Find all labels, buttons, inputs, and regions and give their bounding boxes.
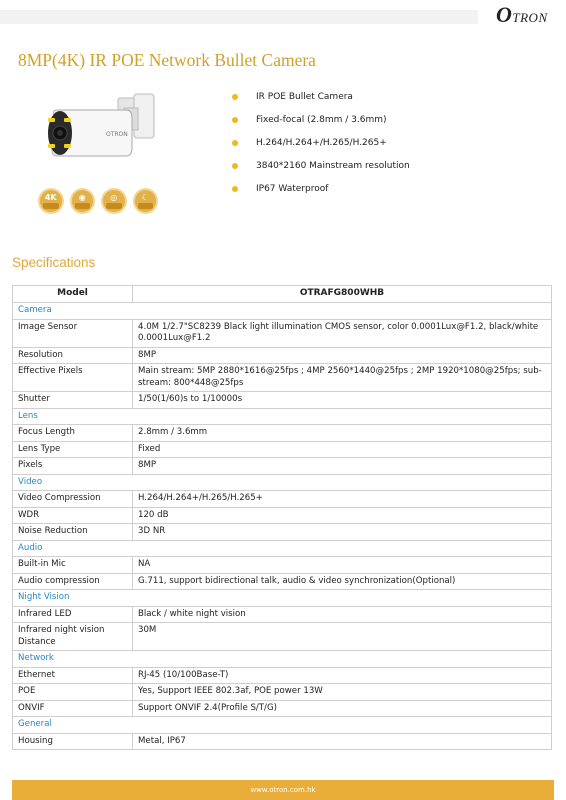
footer-bar xyxy=(12,780,554,800)
feature-badges xyxy=(38,188,158,216)
section-row xyxy=(13,303,552,320)
night-icon: ☾ xyxy=(133,188,159,214)
table-row xyxy=(13,347,552,364)
table-row xyxy=(13,573,552,590)
bullet-icon xyxy=(232,117,238,123)
table-row xyxy=(13,524,552,541)
spec-label: Resolution xyxy=(13,347,133,364)
model-label: Model xyxy=(13,286,133,303)
brand-rest: TRON xyxy=(512,10,548,25)
table-header-row xyxy=(13,286,552,303)
bullet-icon xyxy=(232,186,238,192)
table-row xyxy=(13,557,552,574)
spec-label: Pixels xyxy=(13,458,133,475)
4k-icon xyxy=(38,188,64,214)
section-title: Network xyxy=(13,651,552,668)
spec-value: 4.0M 1/2.7"SC8239 Black light illumination CMOS sensor, color 0.0001Lux@F1.2, black/white 0.0001Lux@F1.2 xyxy=(133,319,552,347)
table-row xyxy=(13,491,552,508)
section-row xyxy=(13,540,552,557)
feature-list xyxy=(232,90,410,205)
section-title: Audio xyxy=(13,540,552,557)
bullet-icon xyxy=(232,163,238,169)
spec-value: 8MP xyxy=(133,458,552,475)
table-row xyxy=(13,606,552,623)
model-value: OTRAFG800WHB xyxy=(133,286,552,303)
feature-item: H.264/H.264+/H.265/H.265+ xyxy=(232,136,410,159)
spec-label: Noise Reduction xyxy=(13,524,133,541)
feature-item: 3840*2160 Mainstream resolution xyxy=(232,159,410,182)
section-row xyxy=(13,408,552,425)
spec-value: Support ONVIF 2.4(Profile S/T/G) xyxy=(133,700,552,717)
spec-label: Built-in Mic xyxy=(13,557,133,574)
spec-value: 30M xyxy=(133,623,552,651)
table-row xyxy=(13,684,552,701)
feature-item: IR POE Bullet Camera xyxy=(232,90,410,113)
spec-label: Shutter xyxy=(13,392,133,409)
spec-value: 120 dB xyxy=(133,507,552,524)
table-row xyxy=(13,700,552,717)
spec-label: Infrared LED xyxy=(13,606,133,623)
bullet-icon xyxy=(232,140,238,146)
spec-label: Infrared night vision Distance xyxy=(13,623,133,651)
section-row xyxy=(13,474,552,491)
badge-4k-text: 4K xyxy=(44,193,57,202)
spec-label: Image Sensor xyxy=(13,319,133,347)
feature-item: Fixed-focal (2.8mm / 3.6mm) xyxy=(232,113,410,136)
spec-label: Lens Type xyxy=(13,441,133,458)
specifications-heading: Specifications xyxy=(12,255,96,270)
table-row xyxy=(13,441,552,458)
table-row xyxy=(13,364,552,392)
feature-item: IP67 Waterproof xyxy=(232,182,410,205)
section-row xyxy=(13,590,552,607)
spec-label: Ethernet xyxy=(13,667,133,684)
spec-value: Main stream: 5MP 2880*1616@25fps ; 4MP 2560*1440@25fps ; 2MP 1920*1080@25fps; sub-stream: 800*448@25fps xyxy=(133,364,552,392)
spec-label: Video Compression xyxy=(13,491,133,508)
section-title: Night Vision xyxy=(13,590,552,607)
section-title: Camera xyxy=(13,303,552,320)
brand-initial: O xyxy=(496,2,513,27)
table-row xyxy=(13,458,552,475)
spec-value: H.264/H.264+/H.265/H.265+ xyxy=(133,491,552,508)
table-row xyxy=(13,667,552,684)
section-title: Video xyxy=(13,474,552,491)
spec-value: G.711, support bidirectional talk, audio & video synchronization(Optional) xyxy=(133,573,552,590)
spec-label: POE xyxy=(13,684,133,701)
spec-label: WDR xyxy=(13,507,133,524)
spec-value: NA xyxy=(133,557,552,574)
specifications-body xyxy=(13,303,552,750)
section-row xyxy=(13,717,552,734)
table-row xyxy=(13,507,552,524)
spec-value: Metal, IP67 xyxy=(133,733,552,750)
table-row xyxy=(13,733,552,750)
table-row xyxy=(13,425,552,442)
spec-value: Black / white night vision xyxy=(133,606,552,623)
table-row xyxy=(13,319,552,347)
spec-label: ONVIF xyxy=(13,700,133,717)
spec-label: Housing xyxy=(13,733,133,750)
spec-value: 3D NR xyxy=(133,524,552,541)
fingerprint-icon: ◎ xyxy=(101,188,127,214)
section-row xyxy=(13,651,552,668)
bullet-icon xyxy=(232,94,238,100)
camera-image xyxy=(40,92,160,172)
spec-value: Yes, Support IEEE 802.3af, POE power 13W xyxy=(133,684,552,701)
footer-url: www.otron.com.hk xyxy=(250,786,316,794)
table-row xyxy=(13,392,552,409)
spec-value: 2.8mm / 3.6mm xyxy=(133,425,552,442)
spec-value: 8MP xyxy=(133,347,552,364)
spec-value: RJ-45 (10/100Base-T) xyxy=(133,667,552,684)
specifications-table xyxy=(12,285,552,750)
svg-text:OTRON: OTRON xyxy=(106,131,128,138)
spec-value: 1/50(1/60)s to 1/10000s xyxy=(133,392,552,409)
header-stripe xyxy=(0,10,478,24)
camera-icon: ◉ xyxy=(70,188,96,214)
spec-label: Effective Pixels xyxy=(13,364,133,392)
top-bar xyxy=(0,0,566,32)
product-title: 8MP(4K) IR POE Network Bullet Camera xyxy=(18,50,316,70)
brand-logo xyxy=(496,2,548,27)
spec-label: Focus Length xyxy=(13,425,133,442)
section-title: General xyxy=(13,717,552,734)
spec-label: Audio compression xyxy=(13,573,133,590)
spec-value: Fixed xyxy=(133,441,552,458)
table-row xyxy=(13,623,552,651)
section-title: Lens xyxy=(13,408,552,425)
